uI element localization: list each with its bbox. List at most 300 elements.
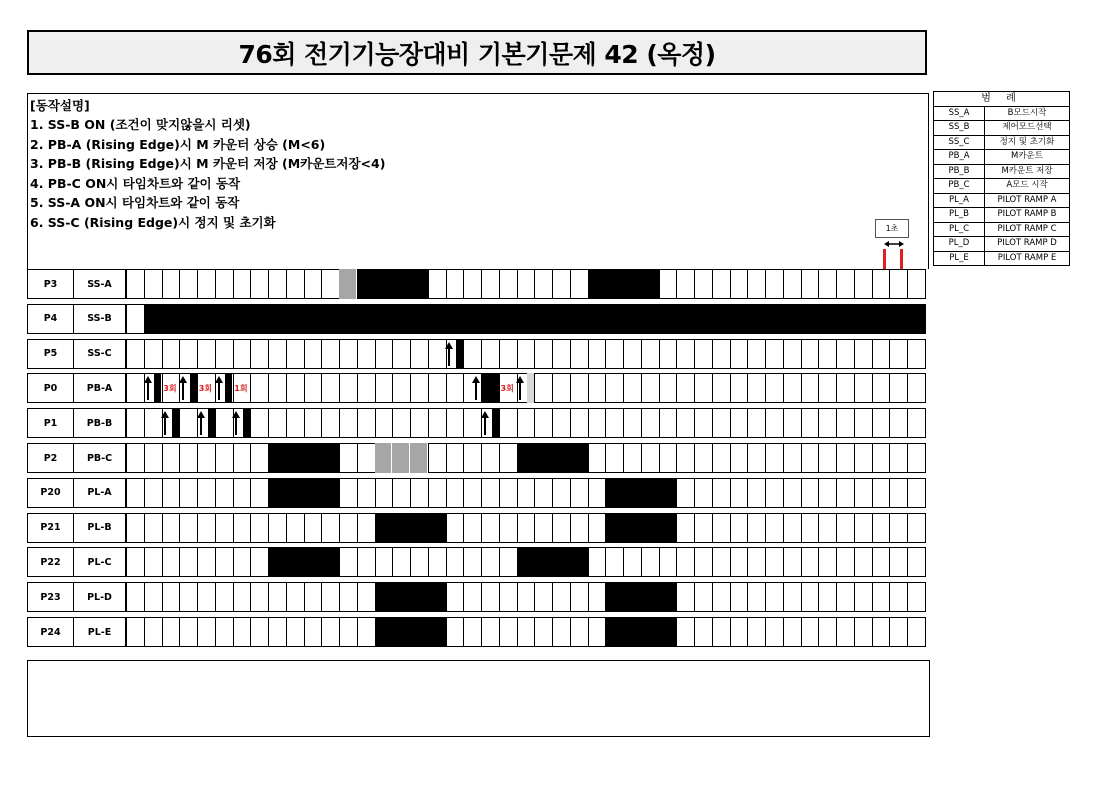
time-cell [872, 443, 891, 473]
time-cell [694, 478, 713, 508]
time-cell [126, 582, 145, 612]
signal-label: PL-E [74, 617, 126, 647]
time-cell [676, 408, 695, 438]
time-cell [250, 582, 269, 612]
time-cell [801, 617, 820, 647]
time-cell [481, 478, 500, 508]
time-cell [144, 339, 163, 369]
time-cell [499, 478, 518, 508]
time-cell [197, 269, 216, 299]
time-cell [144, 478, 163, 508]
time-cell [765, 269, 784, 299]
signal-label: PL-C [74, 547, 126, 577]
time-cell [304, 373, 323, 403]
time-cell [179, 617, 198, 647]
time-cell [197, 513, 216, 543]
time-cell [481, 582, 500, 612]
time-cell [854, 443, 873, 473]
time-cell [712, 339, 731, 369]
time-cell [818, 582, 837, 612]
time-cell [357, 547, 376, 577]
time-cell [783, 478, 802, 508]
legend-value: PILOT RAMP A [985, 193, 1070, 208]
time-cell [162, 513, 181, 543]
time-cell [712, 408, 731, 438]
time-cell [836, 408, 855, 438]
time-cell [197, 582, 216, 612]
time-cell [818, 478, 837, 508]
time-cell [783, 582, 802, 612]
time-cell [286, 339, 305, 369]
time-cell [747, 408, 766, 438]
time-cell [818, 373, 837, 403]
time-cell [588, 547, 607, 577]
time-cell [428, 373, 447, 403]
time-cell [712, 513, 731, 543]
time-cell [534, 617, 553, 647]
time-cell [907, 547, 926, 577]
time-cell [783, 339, 802, 369]
time-cell [659, 443, 678, 473]
time-cell [872, 269, 891, 299]
time-cell [499, 408, 518, 438]
time-cell [179, 408, 198, 438]
time-cell [854, 373, 873, 403]
time-cell [233, 339, 252, 369]
time-cell [126, 408, 145, 438]
gray-interval [339, 269, 357, 299]
legend-key: PB_B [934, 164, 985, 179]
description-line: 4. PB-C ON시 타임차트와 같이 동작 [30, 176, 241, 191]
time-cell [552, 617, 571, 647]
time-cell [570, 617, 589, 647]
time-cell [250, 513, 269, 543]
time-cell [552, 478, 571, 508]
time-cell [179, 269, 198, 299]
legend-value: A모드 시작 [985, 179, 1070, 194]
time-cell [801, 269, 820, 299]
time-cell [605, 339, 624, 369]
time-cell [872, 408, 891, 438]
on-interval [208, 408, 215, 438]
time-cell [304, 408, 323, 438]
on-interval [243, 408, 250, 438]
press-count-label: 3회 [198, 384, 213, 394]
time-cell [144, 513, 163, 543]
time-cell [215, 513, 234, 543]
time-cell [197, 547, 216, 577]
time-cell [410, 547, 429, 577]
time-cell [481, 443, 500, 473]
time-cell [339, 513, 358, 543]
time-cell [250, 373, 269, 403]
time-cell [659, 339, 678, 369]
on-interval [481, 373, 499, 403]
time-cell [889, 373, 908, 403]
timing-row [27, 339, 929, 369]
time-cell [747, 373, 766, 403]
time-cell [889, 269, 908, 299]
time-cell [801, 513, 820, 543]
on-interval [605, 617, 676, 647]
time-cell [215, 339, 234, 369]
port-label: P2 [27, 443, 74, 473]
press-count-label: 3회 [500, 384, 514, 394]
time-cell [233, 582, 252, 612]
time-cell [712, 373, 731, 403]
port-label: P20 [27, 478, 74, 508]
time-cell [446, 408, 465, 438]
time-cell [463, 269, 482, 299]
description-line: 5. SS-A ON시 타임차트와 같이 동작 [30, 195, 240, 210]
time-cell [676, 269, 695, 299]
time-cell [676, 582, 695, 612]
time-cell [463, 513, 482, 543]
time-cell [286, 269, 305, 299]
port-label: P0 [27, 373, 74, 403]
time-cell [339, 547, 358, 577]
signal-label: SS-C [74, 339, 126, 369]
time-cell [747, 513, 766, 543]
time-cell [907, 582, 926, 612]
port-label: P21 [27, 513, 74, 543]
time-cell [517, 269, 536, 299]
scale-marker-left [883, 249, 886, 269]
time-cell [765, 478, 784, 508]
time-cell [552, 582, 571, 612]
time-cell [268, 408, 287, 438]
time-cell [481, 547, 500, 577]
time-cell [783, 547, 802, 577]
legend-key: SS_A [934, 106, 985, 121]
description-line: 6. SS-C (Rising Edge)시 정지 및 초기화 [30, 215, 276, 230]
time-cell [765, 408, 784, 438]
time-cell [588, 617, 607, 647]
time-cell [694, 513, 713, 543]
time-cell [534, 339, 553, 369]
time-cell [747, 443, 766, 473]
on-interval [268, 478, 339, 508]
time-cell [144, 408, 163, 438]
time-cell [854, 478, 873, 508]
time-cell [623, 443, 642, 473]
time-cell [463, 408, 482, 438]
time-cell [162, 339, 181, 369]
time-cell [517, 478, 536, 508]
time-cell [375, 478, 394, 508]
time-cell [304, 339, 323, 369]
signal-label: PB-C [74, 443, 126, 473]
time-cell [588, 443, 607, 473]
time-cell [730, 582, 749, 612]
description-line: 3. PB-B (Rising Edge)시 M 카운터 저장 (M카운트저장<4) [30, 156, 386, 171]
time-cell [162, 547, 181, 577]
legend-value: M카운트 [985, 150, 1070, 165]
time-cell [428, 339, 447, 369]
time-cell [747, 582, 766, 612]
description-line: 1. SS-B ON (조건이 맞지않을시 리셋) [30, 117, 251, 132]
time-cell [907, 373, 926, 403]
time-cell [641, 547, 660, 577]
time-cell [215, 478, 234, 508]
time-cell [747, 339, 766, 369]
timing-row [27, 373, 929, 403]
time-cell [126, 547, 145, 577]
time-cell [339, 582, 358, 612]
time-cell [588, 408, 607, 438]
time-cell [144, 547, 163, 577]
time-cell [215, 443, 234, 473]
time-cell [339, 373, 358, 403]
signal-label: SS-A [74, 269, 126, 299]
time-cell [410, 339, 429, 369]
legend-value: PILOT RAMP E [985, 251, 1070, 266]
time-cell [801, 547, 820, 577]
time-cell [233, 269, 252, 299]
time-cell [907, 443, 926, 473]
legend-header: 범 례 [934, 92, 1070, 107]
legend-value: 제어모드선택 [985, 121, 1070, 136]
time-cell [889, 443, 908, 473]
operation-description [27, 93, 929, 269]
time-cell [836, 617, 855, 647]
time-cell [250, 478, 269, 508]
press-count-label: 3회 [163, 384, 177, 394]
time-cell [889, 339, 908, 369]
time-cell [321, 513, 340, 543]
on-interval [268, 443, 339, 473]
time-cell [605, 443, 624, 473]
time-cell [357, 443, 376, 473]
time-cell [428, 547, 447, 577]
timing-row [27, 547, 929, 577]
time-cell [730, 617, 749, 647]
time-cell [694, 339, 713, 369]
time-cell [357, 339, 376, 369]
legend-table [933, 91, 1070, 266]
time-cell [872, 617, 891, 647]
time-cell [250, 547, 269, 577]
time-scale-label: 1초 [875, 219, 909, 238]
time-cell [321, 269, 340, 299]
on-interval [357, 269, 428, 299]
time-cell [836, 373, 855, 403]
time-cell [446, 443, 465, 473]
description-header: [동작설명] [30, 98, 90, 113]
time-cell [144, 617, 163, 647]
time-cell [268, 582, 287, 612]
on-interval [605, 478, 676, 508]
timing-row [27, 304, 929, 334]
on-interval [375, 617, 446, 647]
time-cell [286, 408, 305, 438]
time-cell [534, 513, 553, 543]
time-cell [765, 513, 784, 543]
time-cell [126, 339, 145, 369]
time-cell [801, 478, 820, 508]
on-interval [605, 582, 676, 612]
time-cell [552, 408, 571, 438]
time-cell [215, 582, 234, 612]
time-cell [552, 373, 571, 403]
time-cell [392, 339, 411, 369]
time-cell [162, 617, 181, 647]
time-cell [641, 339, 660, 369]
on-interval [144, 304, 925, 334]
gray-interval [392, 443, 410, 473]
rising-edge-arrow-icon [197, 411, 205, 435]
time-cell [765, 443, 784, 473]
time-cell [605, 547, 624, 577]
time-cell [676, 478, 695, 508]
rising-edge-arrow-icon [215, 376, 223, 400]
time-cell [179, 582, 198, 612]
time-cell [375, 547, 394, 577]
time-cell [854, 617, 873, 647]
time-cell [179, 339, 198, 369]
time-cell [357, 478, 376, 508]
time-cell [339, 339, 358, 369]
time-cell [872, 373, 891, 403]
time-cell [304, 513, 323, 543]
press-count-label: 1회 [234, 384, 248, 394]
time-cell [659, 547, 678, 577]
time-cell [446, 547, 465, 577]
time-cell [126, 443, 145, 473]
time-cell [215, 547, 234, 577]
on-interval [605, 513, 676, 543]
legend-key: PL_E [934, 251, 985, 266]
on-interval [268, 547, 339, 577]
time-cell [659, 408, 678, 438]
time-cell [446, 513, 465, 543]
timing-row [27, 443, 929, 473]
legend-key: SS_B [934, 121, 985, 136]
time-cell [694, 582, 713, 612]
legend-value: B모드시작 [985, 106, 1070, 121]
time-cell [268, 513, 287, 543]
time-cell [801, 408, 820, 438]
time-cell [268, 617, 287, 647]
time-cell [801, 373, 820, 403]
time-cell [783, 443, 802, 473]
rising-edge-arrow-icon [445, 342, 453, 366]
time-cell [570, 582, 589, 612]
time-cell [446, 373, 465, 403]
time-cell [375, 339, 394, 369]
time-cell [889, 513, 908, 543]
time-cell [410, 373, 429, 403]
legend-value: PILOT RAMP B [985, 208, 1070, 223]
time-cell [730, 373, 749, 403]
time-cell [659, 373, 678, 403]
time-cell [694, 408, 713, 438]
legend-key: PL_A [934, 193, 985, 208]
time-cell [392, 547, 411, 577]
port-label: P23 [27, 582, 74, 612]
time-cell [481, 617, 500, 647]
time-cell [375, 373, 394, 403]
time-cell [712, 547, 731, 577]
timing-row [27, 582, 929, 612]
time-cell [889, 582, 908, 612]
time-cell [730, 269, 749, 299]
time-cell [676, 547, 695, 577]
rising-edge-arrow-icon [472, 376, 480, 400]
time-cell [730, 339, 749, 369]
time-cell [694, 443, 713, 473]
time-cell [179, 547, 198, 577]
time-cell [250, 269, 269, 299]
rising-edge-arrow-icon [232, 411, 240, 435]
time-cell [854, 582, 873, 612]
time-cell [588, 513, 607, 543]
time-cell [676, 339, 695, 369]
time-cell [499, 443, 518, 473]
time-cell [783, 373, 802, 403]
time-cell [765, 547, 784, 577]
time-cell [215, 408, 234, 438]
time-cell [321, 408, 340, 438]
signal-label: PB-B [74, 408, 126, 438]
time-cell [428, 408, 447, 438]
time-cell [428, 269, 447, 299]
time-cell [747, 547, 766, 577]
on-interval [588, 269, 659, 299]
time-cell [286, 513, 305, 543]
time-cell [162, 478, 181, 508]
time-cell [126, 513, 145, 543]
on-interval [375, 582, 446, 612]
time-cell [889, 408, 908, 438]
on-interval [172, 408, 179, 438]
legend-value: PILOT RAMP C [985, 222, 1070, 237]
description-line: 2. PB-A (Rising Edge)시 M 카운터 상승 (M<6) [30, 137, 326, 152]
time-cell [747, 478, 766, 508]
time-cell [907, 339, 926, 369]
time-cell [162, 582, 181, 612]
time-cell [481, 513, 500, 543]
time-cell [250, 443, 269, 473]
time-cell [641, 443, 660, 473]
time-cell [517, 339, 536, 369]
time-cell [907, 478, 926, 508]
time-cell [872, 478, 891, 508]
time-cell [641, 408, 660, 438]
time-cell [694, 269, 713, 299]
time-cell [836, 582, 855, 612]
time-cell [712, 443, 731, 473]
time-cell [499, 339, 518, 369]
time-cell [446, 582, 465, 612]
time-cell [534, 408, 553, 438]
time-cell [552, 339, 571, 369]
time-cell [534, 582, 553, 612]
time-cell [463, 339, 482, 369]
time-cell [215, 269, 234, 299]
time-cell [339, 478, 358, 508]
time-cell [907, 617, 926, 647]
time-cell [730, 408, 749, 438]
time-cell [570, 339, 589, 369]
time-cell [197, 443, 216, 473]
time-cell [233, 617, 252, 647]
time-cell [623, 373, 642, 403]
time-cell [392, 478, 411, 508]
time-cell [694, 373, 713, 403]
time-cell [375, 408, 394, 438]
time-cell [747, 269, 766, 299]
